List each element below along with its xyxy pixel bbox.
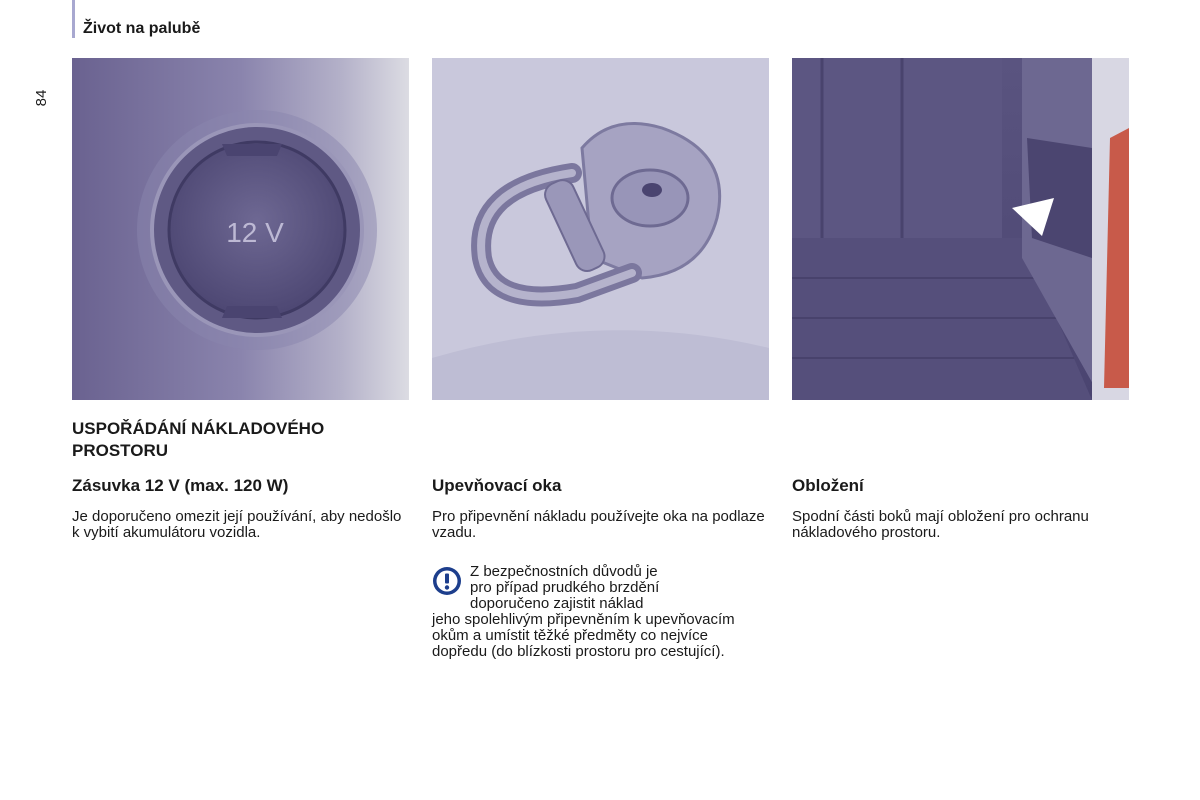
tie-down-description: Pro připevnění nákladu používejte oka na podlaze vzadu. [432,508,765,541]
tie-down-section-title: Upevňovací oka [432,476,562,495]
socket-label: 12 V [226,217,284,248]
chapter-title: USPOŘÁDÁNÍ NÁKLADOVÉHO PROSTORU [72,419,325,460]
warning-line-3: doporučeno zajistit náklad [470,595,644,612]
warning-rest: jeho spolehlivým připevněním k upevňovacím okům a umístit těžké předměty co nejvíce dopředu (do blízkosti prostoru pro cestující). [432,611,735,660]
warning-line-2: pro případ prudkého brzdění [470,579,660,596]
lining-description: Spodní části boků mají obložení pro ochranu nákladového prostoru. [792,508,1089,541]
safety-warning [432,564,767,660]
warning-line-1: Z bezpečnostních důvodů je [470,563,658,580]
page-number: 84 [33,89,50,107]
tie-down-ring-photo [432,58,769,400]
socket-12v-photo [72,58,409,400]
lining-section-title: Obložení [792,476,864,495]
section-label: Život na palubě [83,20,201,37]
socket-section-title: Zásuvka 12 V (max. 120 W) [72,476,289,495]
cargo-area-lining-photo [792,58,1129,400]
socket-description: Je doporučeno omezit její používání, aby nedošlo k vybití akumulátoru vozidla. [72,508,402,541]
header-accent-bar [72,0,75,38]
